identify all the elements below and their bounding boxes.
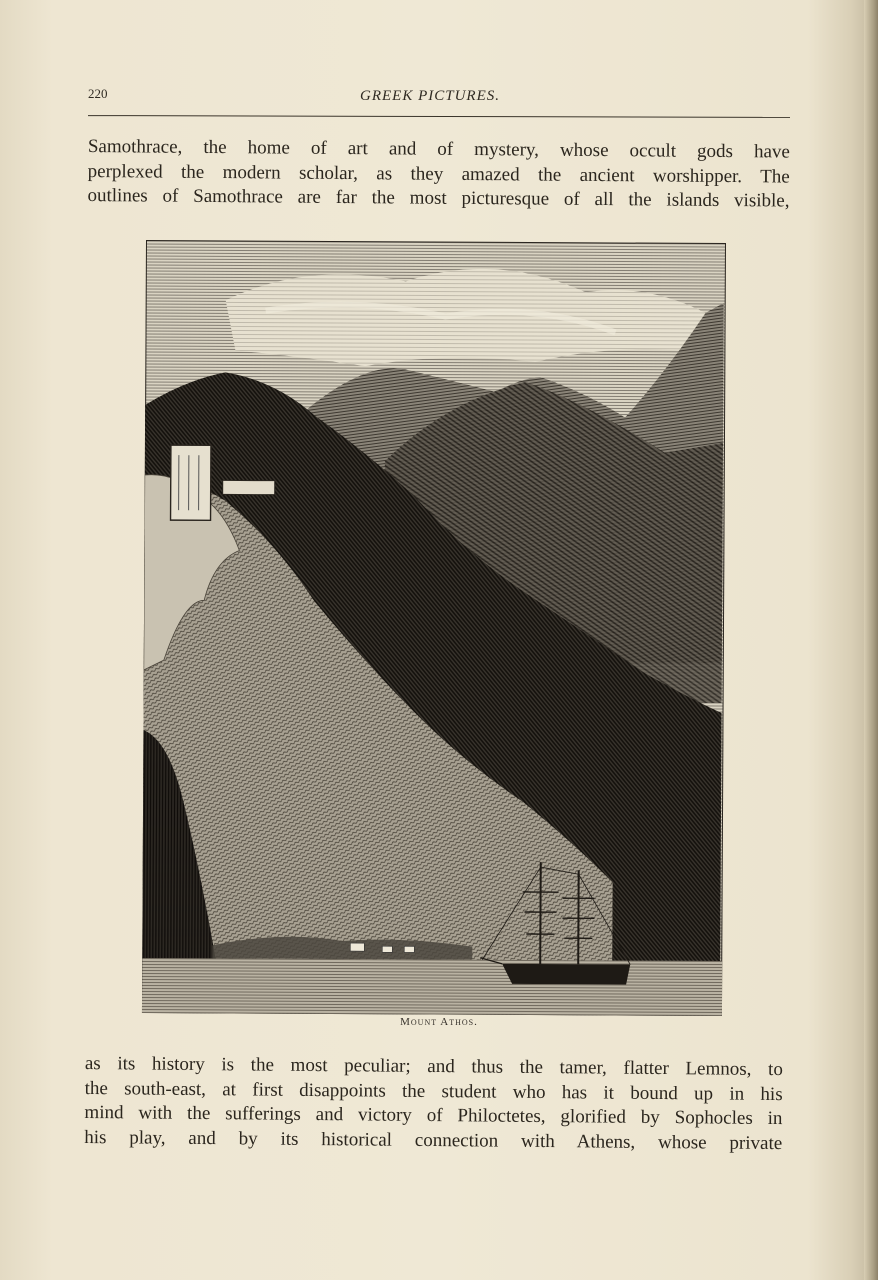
header-rule [88,115,790,118]
text-line: perplexed the modern scholar, as they amazed the ancient worshipper. The [87,160,790,188]
page-header [88,84,790,108]
text-line: mind with the sufferings and victory of Philoctetes, glorified by Sophocles in [84,1101,783,1130]
text-line: outlines of Samothrace are far the most picturesque of all the islands visible, [87,184,790,212]
monastery-tower [171,445,211,520]
sea [142,958,722,1016]
village-house [382,946,392,952]
engraving-illustration [142,240,726,1016]
body-text-top [87,135,790,214]
text-line: as its history is the most peculiar; and thus the tamer, flatter Lemnos, to [84,1053,783,1081]
village-house [404,946,414,952]
body-text-bottom [84,1052,783,1156]
running-title: GREEK PICTURES. [360,88,500,104]
text-line: his play, and by its historical connection with Athens, whose private [84,1126,783,1154]
engraving-mount-athos [142,240,726,1016]
paragraph-top [87,135,790,214]
page-number: 220 [88,86,108,101]
monastery-building [223,480,275,494]
village-house [350,943,364,951]
text-line: Samothrace, the home of art and of mystery, whose occult gods have [87,135,790,163]
page-edge-shadow [864,0,878,1280]
paragraph-bottom [84,1052,783,1156]
figure-caption: Mount Athos. [400,1016,478,1028]
text-line: the south-east, at first disappoints the student who has it bound up in his [84,1077,783,1105]
